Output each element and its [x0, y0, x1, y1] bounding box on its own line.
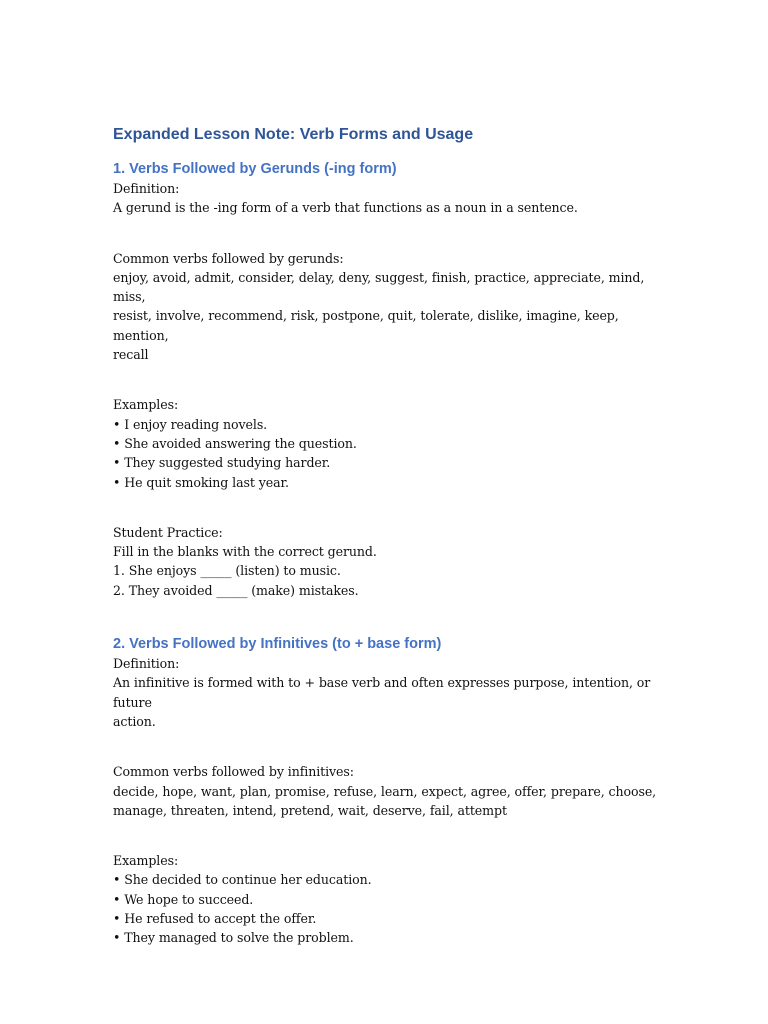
- definition-label: Definition:: [113, 656, 180, 672]
- examples-label: Examples:: [113, 397, 179, 413]
- common-verbs-label: Common verbs followed by gerunds:: [113, 250, 344, 266]
- document-title: Expanded Lesson Note: Verb Forms and Usage: [113, 126, 474, 143]
- example-item: • We hope to succeed.: [113, 891, 254, 907]
- example-item: • They suggested studying harder.: [113, 455, 331, 471]
- practice-instruction: Fill in the blanks with the correct gerund.: [113, 544, 377, 560]
- example-item: • He quit smoking last year.: [113, 474, 289, 490]
- example-item: • I enjoy reading novels.: [113, 416, 268, 432]
- section-heading: 2. Verbs Followed by Infinitives (to + base form): [113, 636, 442, 653]
- definition-text: action.: [113, 713, 156, 729]
- common-verbs-line: resist, involve, recommend, risk, postpone, quit, tolerate, dislike, imagine, keep, mention,: [113, 308, 619, 343]
- definition-label: Definition:: [113, 181, 180, 196]
- example-item: • She decided to continue her education.: [113, 872, 372, 888]
- common-verbs-line: decide, hope, want, plan, promise, refuse, learn, expect, agree, offer, prepare, choose,: [113, 783, 657, 799]
- practice-label: Student Practice:: [113, 524, 223, 540]
- example-item: • She avoided answering the question.: [113, 435, 357, 451]
- example-item: • They managed to solve the problem.: [113, 930, 354, 946]
- common-verbs-label: Common verbs followed by infinitives:: [113, 764, 354, 780]
- section-gerunds: [113, 159, 673, 600]
- definition-text: A gerund is the -ing form of a verb that functions as a noun in a sentence.: [113, 200, 578, 216]
- common-verbs-line: recall: [113, 347, 149, 363]
- practice-item: 1. She enjoys _____ (listen) to music.: [113, 563, 341, 579]
- document-content: [113, 124, 673, 948]
- definition-text: An infinitive is formed with to + base verb and often expresses purpose, intention, or future: [113, 675, 651, 710]
- common-verbs-line: manage, threaten, intend, pretend, wait, deserve, fail, attempt: [113, 802, 507, 818]
- example-item: • He refused to accept the offer.: [113, 911, 317, 927]
- common-verbs-line: enjoy, avoid, admit, consider, delay, deny, suggest, finish, practice, appreciate, mind, miss,: [113, 269, 645, 305]
- practice-item: 2. They avoided _____ (make) mistakes.: [113, 582, 359, 598]
- examples-label: Examples:: [113, 853, 179, 869]
- section-infinitives: [113, 634, 673, 948]
- section-heading: 1. Verbs Followed by Gerunds (-ing form): [113, 161, 397, 177]
